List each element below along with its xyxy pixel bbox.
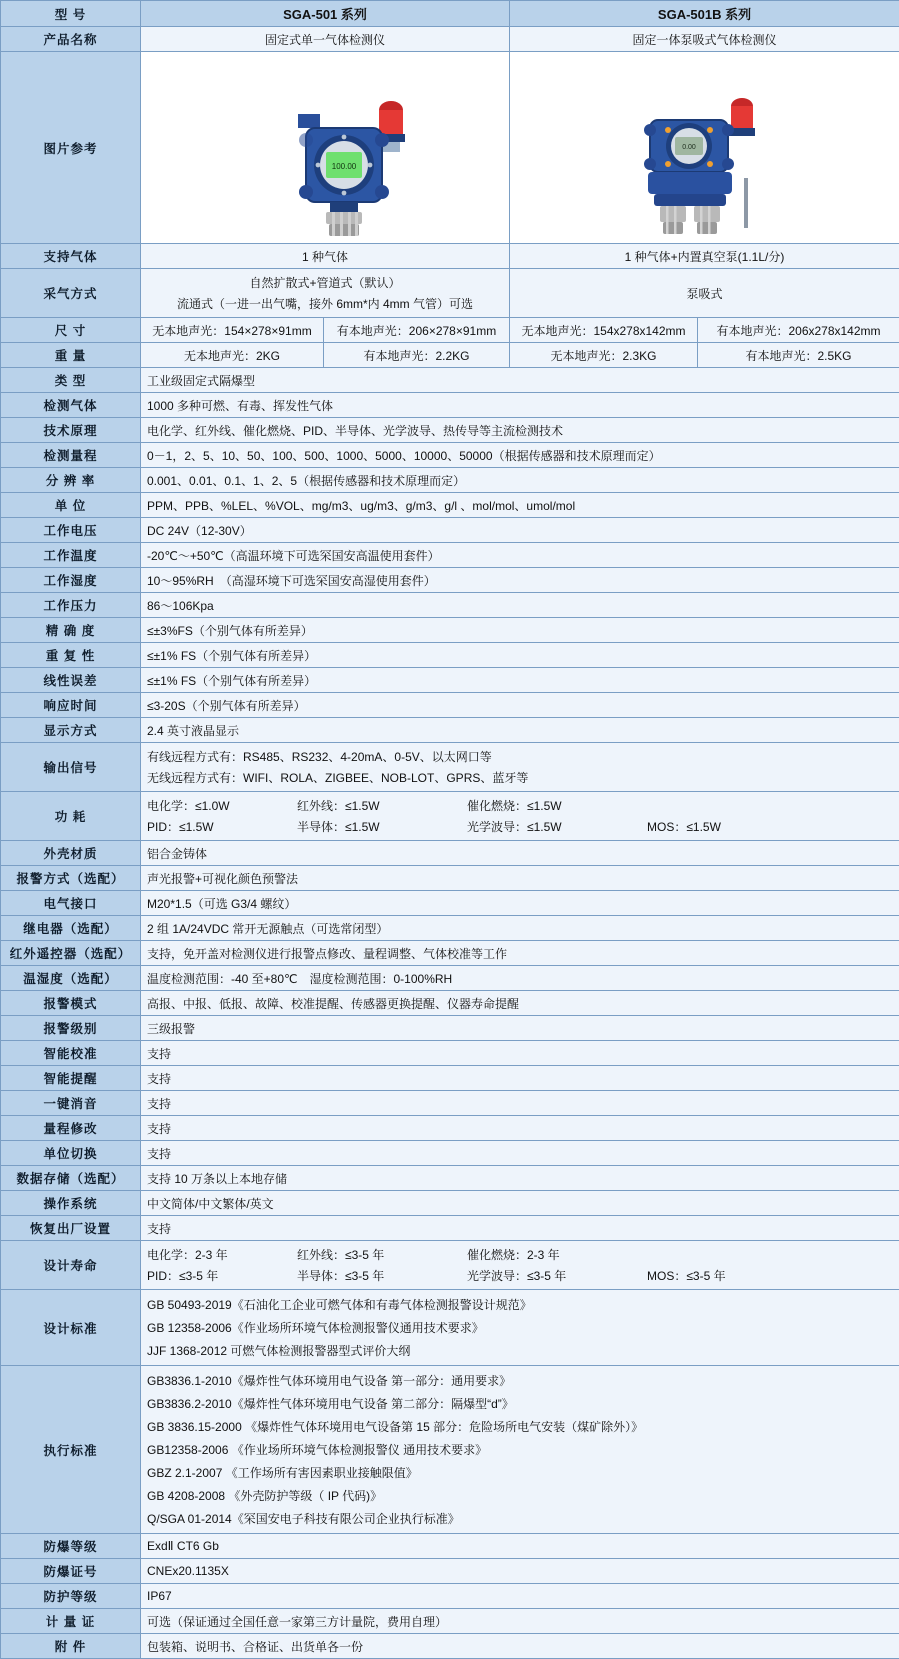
power-catalytic: 催化燃烧：≤1.5W — [467, 797, 647, 814]
relay-value: 2 组 1A/24VDC 常开无源触点（可选常闭型） — [141, 916, 899, 941]
sampling-col2: 泵吸式 — [510, 269, 899, 318]
size-c4: 有本地声光：206x278x142mm — [698, 318, 899, 343]
range-edit-value: 支持 — [141, 1116, 899, 1141]
principle-value: 电化学、红外线、催化燃烧、PID、半导体、光学波导、热传导等主流检测技术 — [141, 418, 899, 443]
power-pid: PID：≤1.5W — [147, 818, 297, 835]
table-row-lifetime — [1, 1241, 899, 1290]
row-label-os: 操作系统 — [1, 1191, 141, 1216]
output-line2: 无线远程方式有：WIFI、ROLA、ZIGBEE、NOB-LOT、GPRS、蓝牙等 — [147, 767, 893, 788]
table-row-unit — [1, 493, 899, 518]
exec-standard-line: GB12358-2006 《作业场所环境气体检测报警仪 通用技术要求》 — [147, 1438, 893, 1461]
table-row-range-edit — [1, 1116, 899, 1141]
weight-c3: 无本地声光：2.3KG — [510, 343, 698, 368]
power-line2 — [147, 816, 893, 837]
row-label-alarm-way: 报警方式（选配） — [1, 866, 141, 891]
row-label-unit: 单 位 — [1, 493, 141, 518]
exec-standard-line: GBZ 2.1-2007 《工作场所有害因素职业接触限值》 — [147, 1461, 893, 1484]
lifetime-line2 — [147, 1265, 893, 1286]
table-row-weight — [1, 343, 899, 368]
remote-value: 支持，免开盖对检测仪进行报警点修改、量程调整、气体校准等工作 — [141, 941, 899, 966]
ip-level-value: IP67 — [141, 1584, 899, 1609]
response-value: ≤3-20S（个别气体有所差异） — [141, 693, 899, 718]
table-row-resolution — [1, 468, 899, 493]
lifetime-electrochemical: 电化学：2-3 年 — [147, 1246, 297, 1263]
device-image-col2 — [510, 52, 899, 244]
design-standard-line: GB 50493-2019《石油化工企业可燃气体和有毒气体检测报警设计规范》 — [147, 1293, 893, 1316]
resolution-value: 0.001、0.01、0.1、1、2、5（根据传感器和技术原理而定） — [141, 468, 899, 493]
lifetime-mos: MOS：≤3-5 年 — [647, 1267, 726, 1284]
header-col2: SGA-501B 系列 — [510, 1, 899, 27]
row-label-accuracy: 精 确 度 — [1, 618, 141, 643]
row-label-alarm-mode: 报警模式 — [1, 991, 141, 1016]
row-label-output: 输出信号 — [1, 743, 141, 792]
row-label-voltage: 工作电压 — [1, 518, 141, 543]
table-row-factory-reset — [1, 1216, 899, 1241]
row-label-repeat: 重 复 性 — [1, 643, 141, 668]
output-line1: 有线远程方式有：RS485、RS232、4-20mA、0-5V、以太网口等 — [147, 746, 893, 767]
support-gas-col1: 1 种气体 — [141, 244, 510, 269]
header-col1: SGA-501 系列 — [141, 1, 510, 27]
support-gas-col2: 1 种气体+内置真空泵(1.1L/分) — [510, 244, 899, 269]
range-value: 0－1，2、5、10、50、100、500、1000、5000、10000、50000（根据传感器和技术原理而定） — [141, 443, 899, 468]
alarm-mode-value: 高报、中报、低报、故障、校准提醒、传感器更换提醒、仪器寿命提醒 — [141, 991, 899, 1016]
table-row-power — [1, 792, 899, 841]
detector-svg-single — [210, 58, 440, 238]
design-standard-line: GB 12358-2006《作业场所环境气体检测报警仪通用技术要求》 — [147, 1316, 893, 1339]
table-row-os — [1, 1191, 899, 1216]
ex-level-value: ExdⅡ CT6 Gb — [141, 1534, 899, 1559]
device-image-col1 — [141, 52, 510, 244]
repeat-value: ≤±1% FS（个别气体有所差异） — [141, 643, 899, 668]
row-label-design-standard: 设计标准 — [1, 1290, 141, 1366]
row-label-range: 检测量程 — [1, 443, 141, 468]
exec-standard-value — [141, 1366, 899, 1534]
power-mos: MOS：≤1.5W — [647, 818, 721, 835]
size-c1: 无本地声光：154×278×91mm — [141, 318, 324, 343]
row-label-support-gas: 支持气体 — [1, 244, 141, 269]
linear-value: ≤±1% FS（个别气体有所差异） — [141, 668, 899, 693]
unit-value: PPM、PPB、%LEL、%VOL、mg/m3、ug/m3、g/m3、g/l 、mol/mol、umol/mol — [141, 493, 899, 518]
sampling-col1 — [141, 269, 510, 318]
output-value — [141, 743, 899, 792]
exec-standard-line: GB 3836.15-2000 《爆炸性气体环境用电气设备第 15 部分：危险场所电气安装（煤矿除外）》 — [147, 1415, 893, 1438]
type-value: 工业级固定式隔爆型 — [141, 368, 899, 393]
table-row-temp-hum — [1, 966, 899, 991]
row-label-relay: 继电器（选配） — [1, 916, 141, 941]
row-label-product-name: 产品名称 — [1, 27, 141, 52]
svg-text:0.00: 0.00 — [682, 144, 696, 151]
exec-standard-line: GB3836.1-2010《爆炸性气体环境用电气设备 第一部分：通用要求》 — [147, 1369, 893, 1392]
table-row-image-reference — [1, 52, 899, 244]
row-label-work-temp: 工作温度 — [1, 543, 141, 568]
lifetime-line1 — [147, 1244, 893, 1265]
row-label-remote: 红外遥控器（选配） — [1, 941, 141, 966]
row-label-response: 响应时间 — [1, 693, 141, 718]
power-infrared: 红外线：≤1.5W — [297, 797, 467, 814]
row-label-ex-level: 防爆等级 — [1, 1534, 141, 1559]
table-row-storage — [1, 1166, 899, 1191]
weight-c2: 有本地声光：2.2KG — [324, 343, 510, 368]
table-row-product-name — [1, 27, 899, 52]
design-standard-value — [141, 1290, 899, 1366]
lifetime-optical: 光学波导：≤3-5 年 — [467, 1267, 647, 1284]
temp-hum-value: 温度检测范围：-40 至+80℃ 湿度检测范围：0-100%RH — [141, 966, 899, 991]
lifetime-semiconductor: 半导体：≤3-5 年 — [297, 1267, 467, 1284]
row-label-image-reference: 图片参考 — [1, 52, 141, 244]
row-label-linear: 线性误差 — [1, 668, 141, 693]
alarm-level-value: 三级报警 — [141, 1016, 899, 1041]
row-label-smart-remind: 智能提醒 — [1, 1066, 141, 1091]
table-row-remote — [1, 941, 899, 966]
table-row-alarm-mode — [1, 991, 899, 1016]
power-optical: 光学波导：≤1.5W — [467, 818, 647, 835]
row-label-detect-gas: 检测气体 — [1, 393, 141, 418]
table-row-unit-switch — [1, 1141, 899, 1166]
product-name-col2: 固定一体泵吸式气体检测仪 — [510, 27, 899, 52]
unit-switch-value: 支持 — [141, 1141, 899, 1166]
size-c3: 无本地声光：154x278x142mm — [510, 318, 698, 343]
table-row-voltage — [1, 518, 899, 543]
row-label-weight: 重 量 — [1, 343, 141, 368]
row-label-work-hum: 工作湿度 — [1, 568, 141, 593]
work-hum-value: 10～95%RH （高湿环境下可选罙国安高湿使用套件） — [141, 568, 899, 593]
row-label-display: 显示方式 — [1, 718, 141, 743]
row-label-electric-port: 电气接口 — [1, 891, 141, 916]
table-row-work-temp — [1, 543, 899, 568]
sampling-col1-line2: 流通式（一进一出气嘴，接外 6mm*内 4mm 气管）可选 — [147, 293, 503, 314]
table-row-model — [1, 1, 899, 27]
table-row-linear — [1, 668, 899, 693]
row-label-mute: 一键消音 — [1, 1091, 141, 1116]
row-label-alarm-level: 报警级别 — [1, 1016, 141, 1041]
weight-c4: 有本地声光：2.5KG — [698, 343, 899, 368]
work-press-value: 86～106Kpa — [141, 593, 899, 618]
table-row-display — [1, 718, 899, 743]
row-label-power: 功 耗 — [1, 792, 141, 841]
work-temp-value: -20℃～+50℃（高温环境下可选罙国安高温使用套件） — [141, 543, 899, 568]
lifetime-catalytic: 催化燃烧：2-3 年 — [467, 1246, 647, 1263]
table-row-electric-port — [1, 891, 899, 916]
row-label-sampling: 采气方式 — [1, 269, 141, 318]
table-row-alarm-way — [1, 866, 899, 891]
detect-gas-value: 1000 多种可燃、有毒、挥发性气体 — [141, 393, 899, 418]
gas-detector-illustration-pump — [590, 58, 820, 238]
shell-value: 铝合金铸体 — [141, 841, 899, 866]
table-row-work-press — [1, 593, 899, 618]
table-row-smart-cal — [1, 1041, 899, 1066]
table-row-support-gas — [1, 244, 899, 269]
table-row-alarm-level — [1, 1016, 899, 1041]
row-label-ex-cert: 防爆证号 — [1, 1559, 141, 1584]
factory-reset-value: 支持 — [141, 1216, 899, 1241]
exec-standard-line: Q/SGA 01-2014《罙国安电子科技有限公司企业执行标准》 — [147, 1507, 893, 1530]
lifetime-value — [141, 1241, 899, 1290]
size-c2: 有本地声光：206×278×91mm — [324, 318, 510, 343]
design-standard-line: JJF 1368-2012 可燃气体检测报警器型式评价大纲 — [147, 1339, 893, 1362]
sampling-col1-line1: 自然扩散式+管道式（默认） — [147, 272, 503, 293]
row-label-ip-level: 防护等级 — [1, 1584, 141, 1609]
table-row-accuracy — [1, 618, 899, 643]
table-row-ip-level — [1, 1584, 899, 1609]
power-electrochemical: 电化学：≤1.0W — [147, 797, 297, 814]
row-label-type: 类 型 — [1, 368, 141, 393]
lifetime-infrared: 红外线：≤3-5 年 — [297, 1246, 467, 1263]
table-row-design-standard — [1, 1290, 899, 1366]
row-label-size: 尺 寸 — [1, 318, 141, 343]
table-row-detect-gas — [1, 393, 899, 418]
table-row-accessory — [1, 1634, 899, 1659]
table-row-repeat — [1, 643, 899, 668]
row-label-resolution: 分 辨 率 — [1, 468, 141, 493]
table-row-sampling — [1, 269, 899, 318]
row-label-temp-hum: 温湿度（选配） — [1, 966, 141, 991]
lifetime-pid: PID：≤3-5 年 — [147, 1267, 297, 1284]
svg-text:100.00: 100.00 — [332, 162, 357, 171]
table-row-work-hum — [1, 568, 899, 593]
storage-value: 支持 10 万条以上本地存储 — [141, 1166, 899, 1191]
row-label-factory-reset: 恢复出厂设置 — [1, 1216, 141, 1241]
gas-detector-illustration-single — [210, 58, 440, 238]
row-label-accessory: 附 件 — [1, 1634, 141, 1659]
table-row-smart-remind — [1, 1066, 899, 1091]
table-row-range — [1, 443, 899, 468]
table-row-principle — [1, 418, 899, 443]
ex-cert-value: CNEx20.1135X — [141, 1559, 899, 1584]
accuracy-value: ≤±3%FS（个别气体有所差异） — [141, 618, 899, 643]
power-line1 — [147, 795, 893, 816]
table-row-mute — [1, 1091, 899, 1116]
accessory-value: 包装箱、说明书、合格证、出货单各一份 — [141, 1634, 899, 1659]
row-label-lifetime: 设计寿命 — [1, 1241, 141, 1290]
table-row-ex-level — [1, 1534, 899, 1559]
os-value: 中文简体/中文繁体/英文 — [141, 1191, 899, 1216]
product-name-col1: 固定式单一气体检测仪 — [141, 27, 510, 52]
smart-cal-value: 支持 — [141, 1041, 899, 1066]
electric-port-value: M20*1.5（可选 G3/4 螺纹） — [141, 891, 899, 916]
row-label-metering: 计 量 证 — [1, 1609, 141, 1634]
display-value: 2.4 英寸液晶显示 — [141, 718, 899, 743]
table-row-output — [1, 743, 899, 792]
weight-c1: 无本地声光：2KG — [141, 343, 324, 368]
row-label-storage: 数据存储（选配） — [1, 1166, 141, 1191]
detector-svg-pump — [590, 58, 820, 238]
table-row-ex-cert — [1, 1559, 899, 1584]
table-row-response — [1, 693, 899, 718]
smart-remind-value: 支持 — [141, 1066, 899, 1091]
row-label-shell: 外壳材质 — [1, 841, 141, 866]
row-label-model: 型 号 — [1, 1, 141, 27]
power-value — [141, 792, 899, 841]
row-label-unit-switch: 单位切换 — [1, 1141, 141, 1166]
row-label-exec-standard: 执行标准 — [1, 1366, 141, 1534]
table-row-shell — [1, 841, 899, 866]
table-row-exec-standard — [1, 1366, 899, 1534]
voltage-value: DC 24V（12-30V） — [141, 518, 899, 543]
table-row-size — [1, 318, 899, 343]
table-row-type — [1, 368, 899, 393]
metering-value: 可选（保证通过全国任意一家第三方计量院，费用自理） — [141, 1609, 899, 1634]
exec-standard-line: GB 4208-2008 《外壳防护等级（ IP 代码)》 — [147, 1484, 893, 1507]
power-semiconductor: 半导体：≤1.5W — [297, 818, 467, 835]
alarm-way-value: 声光报警+可视化颜色预警法 — [141, 866, 899, 891]
exec-standard-line: GB3836.2-2010《爆炸性气体环境用电气设备 第二部分：隔爆型“d”》 — [147, 1392, 893, 1415]
row-label-work-press: 工作压力 — [1, 593, 141, 618]
table-row-metering — [1, 1609, 899, 1634]
row-label-principle: 技术原理 — [1, 418, 141, 443]
row-label-smart-cal: 智能校准 — [1, 1041, 141, 1066]
table-row-relay — [1, 916, 899, 941]
mute-value: 支持 — [141, 1091, 899, 1116]
row-label-range-edit: 量程修改 — [1, 1116, 141, 1141]
